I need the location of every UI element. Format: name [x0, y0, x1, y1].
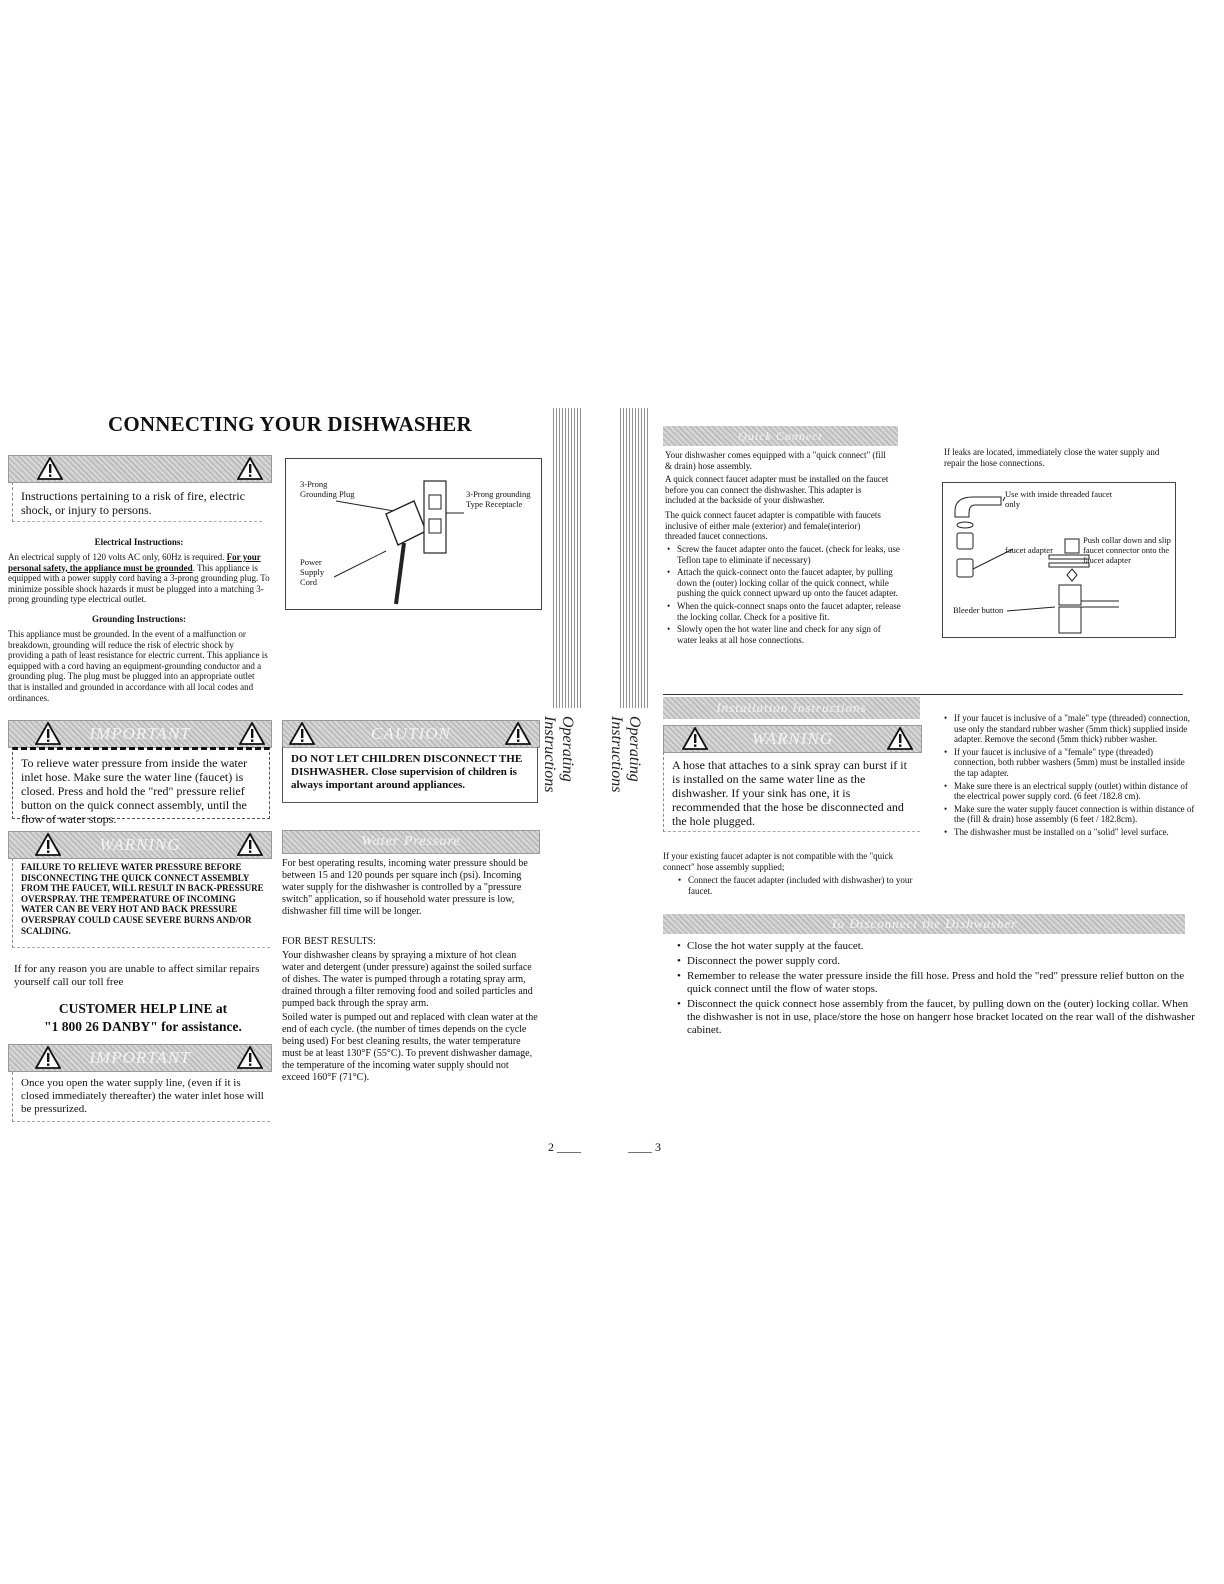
left-sidebar-strip [553, 408, 581, 708]
warning3-header: WARNING [751, 729, 834, 748]
important-text: To relieve water pressure from inside the water inlet hose. Make sure the water line (faucet) is closed. Press and hold the "red" pressure relief button on the quick connect assembly, until the flow of water stops. [21, 756, 248, 826]
best-results-p2: Soiled water is pumped out and replaced with clean water at the end of each cycle. (the number of times depends on the cycle being used) For best cleaning results, the water temperature must be at least 130°F (55°C). To prevent dishwasher damage, the temperature of the incoming water supply should not exceed 160°F (71°C). [282, 1012, 538, 1083]
warning3-box [663, 752, 920, 832]
warning2-text: FAILURE TO RELIEVE WATER PRESSURE BEFORE DISCONNECTING THE QUICK CONNECT ASSEMBLY FROM THE FAUCET, WILL RESULT IN BACK-PRESSURE OVERSPRAY. THE TEMPERATURE OF INCOMING WATER CAN BE VERY HOT AND BACK PRESSURE OVERSPRAY COULD CAUSE SEVERE BURNS AND/OR SCALDING. [21, 862, 264, 936]
warning-icon [237, 1046, 263, 1069]
warning-icon [35, 1046, 61, 1069]
caution-text: DO NOT LET CHILDREN DISCONNECT THE DISHWASHER. Close supervision of children is always important around appliances. [291, 753, 523, 791]
warning3-header-bar [663, 725, 922, 753]
right-side-label: Operating Instructions [608, 716, 643, 793]
warning3-text: A hose that attaches to a sink spray can burst if it is installed on the same water line as the dishwasher. If your sink has one, it is recommended that the hose be disconnected and the hole plugged. [672, 758, 907, 828]
warning2-box [12, 858, 270, 948]
list-item: • The dishwasher must be installed on a "solid" level surface. [954, 827, 1196, 838]
bleeder-label: Bleeder button [953, 605, 1004, 615]
installation-list [942, 713, 1196, 840]
installation-rule [663, 694, 1183, 695]
list-item: • When the quick-connect snaps onto the faucet adapter, release the locking collar. Check for a positive fit. [677, 601, 902, 622]
plug-label: 3-Prong Grounding Plug [300, 479, 355, 499]
installation-header: Installation Instructions [716, 700, 867, 715]
grounding-heading: Grounding Instructions: [91, 614, 187, 624]
installation-header-bar [663, 697, 920, 719]
warning-icon [239, 722, 265, 745]
list-item: • If your faucet is inclusive of a "male" type (threaded) connection, use only the standard rubber washer (5mm thick) supplied inside adapter. Remove the second (5mm thick) rubber washer. [954, 713, 1196, 745]
list-item: • Attach the quick-connect onto the faucet adapter, by pulling down the (outer) locking collar of the quick connect, while pushing the quick connect upward up onto the faucet adapter. [677, 567, 902, 599]
warning-icon [35, 833, 61, 856]
warning-icon [505, 722, 531, 745]
electrical-text: An electrical supply of 120 volts AC only, 60Hz is required. For your personal safety, the appliance must be grounded. This appliance is equipped with a power supply cord having a 3-prong grounding plug. To minimize possible shock hazards it must be plugged into a matching 3-prong grounding type electrical outlet. [8, 552, 270, 605]
page-number-right: ____ 3 [628, 1140, 661, 1154]
disconnect-header: To Disconnect the Dishwasher [830, 916, 1018, 931]
left-side-label: Operating Instructions [541, 716, 576, 793]
list-item: • Close the hot water supply at the faucet. [687, 940, 1197, 953]
not-compatible-list [676, 875, 920, 898]
list-item: • Screw the faucet adapter onto the faucet. (check for leaks, use Teflon tape to eliminate if necessary) [677, 544, 902, 565]
warning-icon [35, 722, 61, 745]
important2-text: Once you open the water supply line, (even if it is closed immediately thereafter) the water inlet hose will be pressurized. [21, 1077, 264, 1115]
push-collar-label: Push collar down and slip faucet connector onto the faucet adapter [1083, 535, 1171, 565]
plug-illustration [286, 459, 541, 609]
important2-header: IMPORTANT [89, 1048, 191, 1067]
warning-icon [887, 727, 913, 750]
warning-icon [289, 722, 315, 745]
list-item: • Make sure the water supply faucet connection is within distance of the (fill & drain) hose assembly (6 feet / 182.8cm). [954, 804, 1196, 825]
list-item: • Disconnect the quick connect hose assembly from the faucet, by pulling down on the (outer) locking collar. When the dishwasher is not in use, place/store the hose on hangerr hose bracket located on the rear wall of the dishwasher cabinet. [687, 998, 1197, 1037]
list-item: • Make sure there is an electrical supply (outlet) within distance of the electrical power supply cord. (6 feet /182.8 cm). [954, 781, 1196, 802]
quick-connect-header: Quick Connect [738, 428, 823, 443]
quick-connect-steps [665, 544, 902, 647]
caution-header-bar [282, 720, 540, 748]
warning-icon [37, 457, 63, 480]
warning-header-bar [8, 455, 272, 483]
warning-text: Instructions pertaining to a risk of fire, electric shock, or injury to persons. [21, 489, 245, 517]
page-number-left: 2 ____ [548, 1140, 581, 1154]
water-pressure-text: For best operating results, incoming water pressure should be between 15 and 120 pounds per square inch (psi). Incoming water supply for the dishwasher is controlled by a "pressure switch" application, so if household water pressure is low, dishwasher fill time will be longer. [282, 858, 528, 917]
water-pressure-header-bar [282, 830, 540, 854]
electrical-heading: Electrical Instructions: [94, 537, 184, 547]
list-item: • If your faucet is inclusive of a "female" type (threaded) connection, both rubber washers (5mm) must be installed inside the tap adapter. [954, 747, 1196, 779]
faucet-diagram [942, 482, 1176, 638]
quick-connect-p3: The quick connect faucet adapter is compatible with faucets inclusive of either male (exterior) and female(interior) threaded faucet connections. [665, 510, 881, 542]
important-header-bar [8, 720, 272, 748]
list-item: • Disconnect the power supply cord. [687, 955, 1197, 968]
quick-connect-header-bar [663, 426, 898, 446]
leaks-note: If leaks are located, immediately close the water supply and repair the hose connections. [944, 447, 1160, 468]
important-header: IMPORTANT [89, 724, 191, 743]
warning2-header-bar [8, 831, 272, 859]
helpline-line-2: "1 800 26 DANBY" for assistance. [44, 1019, 242, 1034]
caution-header: CAUTION [371, 724, 451, 743]
warning-icon [237, 833, 263, 856]
important2-header-bar [8, 1044, 272, 1072]
water-pressure-header: Water Pressure [361, 834, 461, 849]
cord-label: Power Supply Cord [300, 557, 325, 587]
receptacle-label: 3-Prong grounding Type Receptacle [466, 489, 531, 509]
quick-connect-p1: Your dishwasher comes equipped with a "quick connect" (fill & drain) hose assembly. [665, 450, 886, 471]
best-results-p1: Your dishwasher cleans by spraying a mixture of hot clean water and detergent (under pressure) against the soiled surface of dishes. The water is pumped through a rotating spray arm, drained through a filter removing food and soiled particles and pumped back through the spray arm. [282, 950, 533, 1009]
caution-box [282, 747, 538, 803]
right-sidebar-strip [620, 408, 648, 708]
list-item: • Remember to release the water pressure inside the fill hose. Press and hold the "red" pressure relief button on the quick connect until the flow of water stops. [687, 970, 1197, 996]
quick-connect-p2: A quick connect faucet adapter must be installed on the faucet before you can connect the dishwasher. This adapter is included at the backside of your dishwasher. [665, 474, 889, 506]
page-title: CONNECTING YOUR DISHWASHER [108, 412, 472, 436]
warning2-header: WARNING [99, 835, 181, 854]
important-box [12, 747, 270, 826]
plug-diagram [285, 458, 542, 610]
disconnect-list [675, 940, 1197, 1039]
important2-box [12, 1072, 270, 1122]
toll-free-text: If for any reason you are unable to affect similar repairs yourself call our toll free [14, 963, 260, 988]
not-compatible-text: If your existing faucet adapter is not compatible with the "quick connect" hose assembly supplied; [663, 851, 894, 872]
list-item: • Connect the faucet adapter (included with dishwasher) to your faucet. [688, 875, 920, 896]
helpline-line-1: CUSTOMER HELP LINE at [58, 1001, 228, 1016]
best-results-heading: FOR BEST RESULTS: [282, 936, 376, 947]
list-item: • Slowly open the hot water line and check for any sign of water leaks at all hose connections. [677, 624, 902, 645]
warning-icon [682, 727, 708, 750]
adapter-label: faucet adapter [1005, 545, 1053, 555]
warning-icon [237, 457, 263, 480]
grounding-text: This appliance must be grounded. In the event of a malfunction or breakdown, grounding will reduce the risk of electric shock by providing a path of least resistance for electric current. This appliance is equipped with a cord having an equipment-grounding conductor and a grounding plug. The plug must be plugged into an appropriate outlet that is installed and grounded in accordance with all local codes and ordinances. [8, 629, 268, 703]
threaded-label: Use with inside threaded faucet only [1005, 489, 1113, 509]
disconnect-header-bar [663, 914, 1185, 934]
warning-box [12, 482, 262, 522]
